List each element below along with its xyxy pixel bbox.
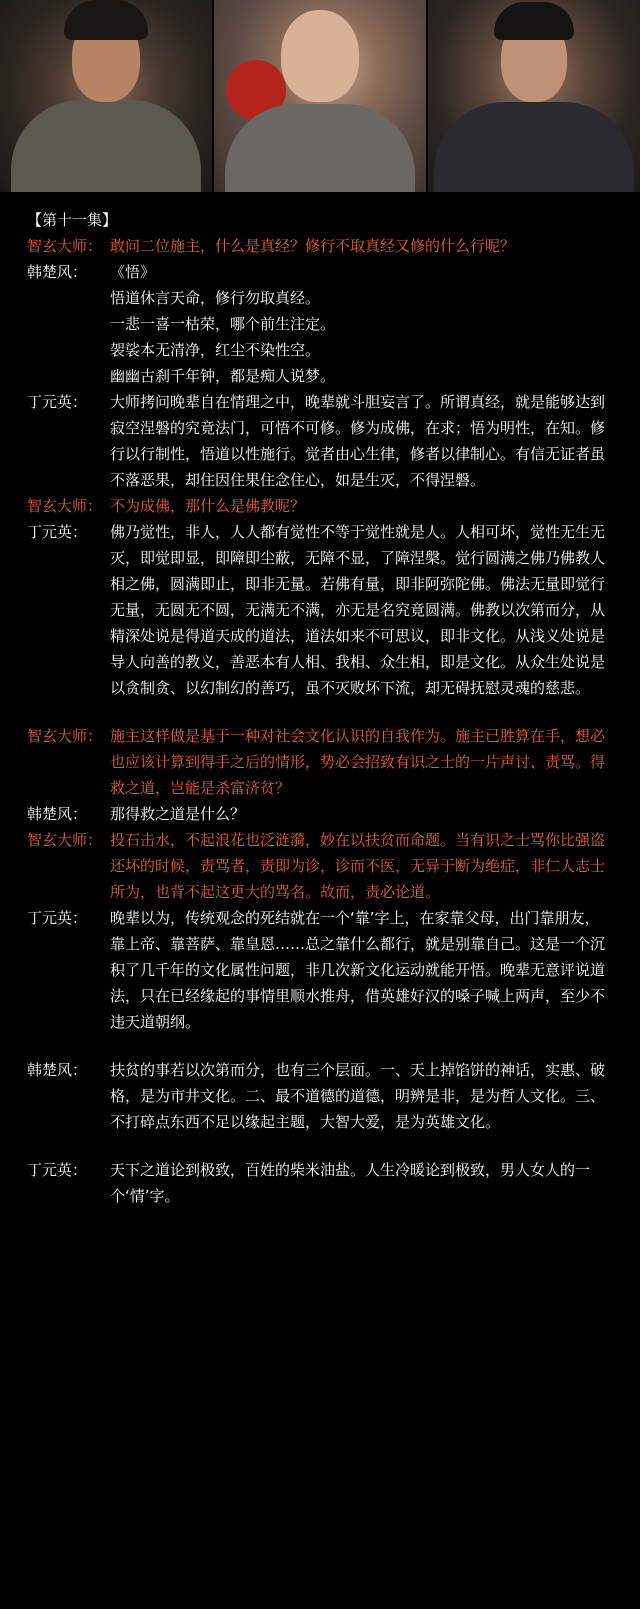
speaker: 韩楚风： xyxy=(27,805,88,823)
dialogue-line xyxy=(27,233,627,259)
line-text: 天下之道论到极致，百姓的柴米油盐。人生冷暖论到极致，男人女人的一个‘情’字。 xyxy=(110,1161,591,1205)
dialogue-line xyxy=(27,493,627,519)
photo-center xyxy=(214,0,426,192)
photo-right xyxy=(428,0,640,192)
dialogue-line xyxy=(27,519,627,701)
speaker: 丁元英： xyxy=(27,909,88,927)
dialogue-line xyxy=(27,827,627,905)
line-text: 晚辈以为，传统观念的死结就在一个‘靠’字上，在家靠父母，出门靠朋友，靠上帝、靠菩萨、靠皇恩……总之靠什么都行，就是别靠自己。这是一个沉积了几千年的文化属性问题，非几次新文化运动就能开悟。晚辈无意评说道法，只在已经缘起的事情里顺水推舟，借英雄好汉的嗓子喊上两声，至少不违天道朝纲。 xyxy=(110,909,606,1031)
dialogue-line xyxy=(27,723,627,801)
episode-title xyxy=(27,207,627,233)
dialogue-line xyxy=(27,389,627,493)
spacer xyxy=(27,1135,627,1157)
person-body xyxy=(11,100,201,192)
line-text: 不为成佛，那什么是佛教呢？ xyxy=(110,497,306,515)
person-body xyxy=(225,104,415,192)
dialogue-line xyxy=(27,905,627,1035)
dialogue-line xyxy=(27,1057,627,1135)
speaker: 丁元英： xyxy=(27,1161,88,1179)
speaker: 韩楚风： xyxy=(27,1061,88,1079)
poem xyxy=(110,285,627,389)
speaker: 智玄大师： xyxy=(27,237,103,255)
person-face xyxy=(281,10,359,102)
speaker: 丁元英： xyxy=(27,393,88,411)
line-text: 大师拷问晚辈自在情理之中，晚辈就斗胆妄言了。所谓真经，就是能够达到寂空涅磐的究竟法门，可悟不可修。修为成佛，在求；悟为明性，在知。修行以行制性，悟道以性施行。觉者由心生律，修者以律制心。有信无证者虽不落恶果，却住因住果住念住心，如是生灭，不得涅磐。 xyxy=(110,393,606,489)
poem-line: 幽幽古刹千年钟，都是痴人说梦。 xyxy=(110,367,336,385)
poem-line: 悟道休言天命，修行勿取真经。 xyxy=(110,289,321,307)
person-body xyxy=(434,102,634,192)
dialogue-line xyxy=(27,801,627,827)
header-photos xyxy=(0,0,640,192)
line-text: 那得救之道是什么？ xyxy=(110,805,246,823)
speaker: 智玄大师： xyxy=(27,727,103,745)
speaker: 韩楚风： xyxy=(27,263,88,281)
speaker: 智玄大师： xyxy=(27,831,103,849)
line-text: 扶贫的事若以次第而分，也有三个层面。一、天上掉馅饼的神话，实惠、破格，是为市井文化。二、最不道德的道德，明辨是非，是为哲人文化。三、不打碎点东西不足以缘起主题，大智大爱，是为英雄文化。 xyxy=(110,1061,606,1131)
line-text: 施主这样做是基于一种对社会文化认识的自我作为。施主已胜算在手，想必也应该计算到得手之后的情形，势必会招致有识之士的一片声讨、责骂。得救之道，岂能是杀富济贫？ xyxy=(110,727,606,797)
episode-label: 【第十一集】 xyxy=(27,211,118,229)
person-hair xyxy=(64,0,148,40)
dialogue-line xyxy=(27,259,627,285)
speaker: 智玄大师： xyxy=(27,497,103,515)
line-text: 佛乃觉性，非人，人人都有觉性不等于觉性就是人。人相可坏，觉性无生无灭，即觉即显，即障即尘蔽，无障不显，了障涅槃。觉行圆满之佛乃佛教人相之佛，圆满即止，即非无量。若佛有量，即非阿弥陀佛。佛法无量即觉行无量，无圆无不圆，无满无不满，亦无是名究竟圆满。佛教以次第而分，从精深处说是得道天成的道法，道法如来不可思议，即非文化。从浅义处说是导人向善的教义，善恶本有人相、我相、众生相，即是文化。从众生处说是以贪制贪、以幻制幻的善巧，虽不灭败坏下流，却无碍抚慰灵魂的慈悲。 xyxy=(110,523,606,697)
script-content xyxy=(27,207,627,1209)
spacer xyxy=(27,1035,627,1057)
poem-line: 袈裟本无清净，红尘不染性空。 xyxy=(110,341,321,359)
photo-left xyxy=(0,0,212,192)
line-text: 投石击水，不起浪花也泛涟漪，妙在以扶贫而命题。当有识之士骂你比强盗还坏的时候，责骂者，责即为诊，诊而不医，无异于断为绝症，非仁人志士所为，也背不起这更大的骂名。故而，责必论道。 xyxy=(110,831,606,901)
person-hair xyxy=(494,2,574,40)
spacer xyxy=(27,701,627,723)
line-text: 敢问二位施主，什么是真经？修行不取真经又修的什么行呢？ xyxy=(110,237,516,255)
dialogue-line xyxy=(27,1157,627,1209)
line-text: 《悟》 xyxy=(110,263,156,281)
speaker: 丁元英： xyxy=(27,523,88,541)
poem-line: 一悲一喜一枯荣，哪个前生注定。 xyxy=(110,315,336,333)
